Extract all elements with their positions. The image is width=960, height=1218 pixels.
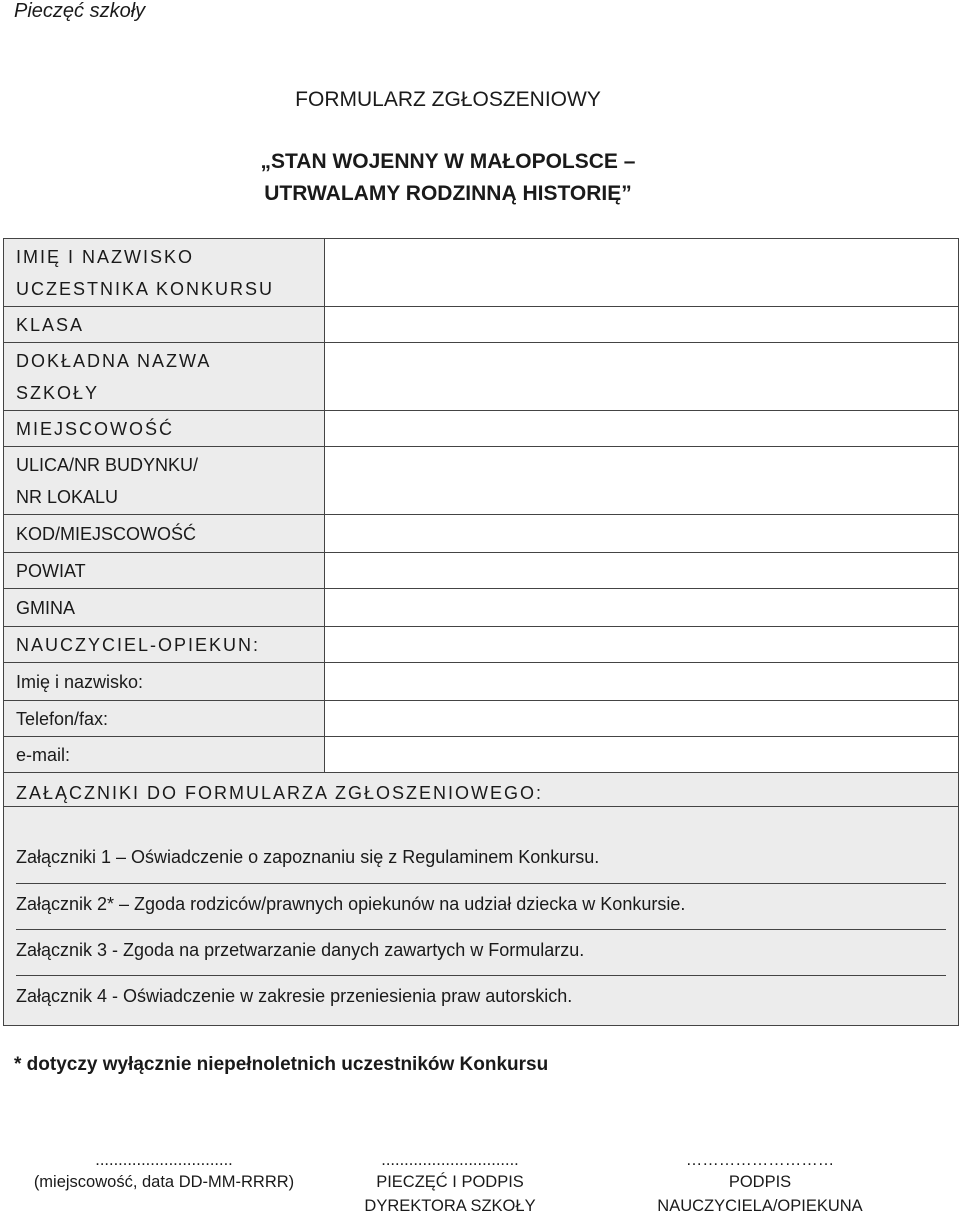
teacher-phone-field[interactable] <box>325 701 959 737</box>
director-dots: .............................. <box>381 1151 519 1169</box>
teacher-caption-line2: NAUCZYCIELA/OPIEKUNA <box>657 1197 863 1215</box>
teacher-name-field[interactable] <box>325 663 959 701</box>
attachments-list <box>3 806 959 1026</box>
commune-field[interactable] <box>325 589 959 627</box>
class-field[interactable] <box>325 307 959 343</box>
class-label: KLASA <box>4 307 325 343</box>
attachments-header: ZAŁĄCZNIKI DO FORMULARZA ZGŁOSZENIOWEGO: <box>4 773 959 814</box>
teacher-phone-label: Telefon/fax: <box>4 701 325 737</box>
county-label: POWIAT <box>4 553 325 589</box>
place-date-dots: .............................. <box>95 1151 233 1169</box>
school-name-field[interactable] <box>325 343 959 411</box>
participant-name-field[interactable] <box>325 239 959 307</box>
form-title: FORMULARZ ZGŁOSZENIOWY <box>295 88 601 111</box>
competition-title <box>0 146 896 210</box>
attachment-item: Załącznik 2* – Zgoda rodziców/prawnych opiekunów na udział dziecka w Konkursie. <box>16 883 946 930</box>
competition-title-line1: „STAN WOJENNY W MAŁOPOLSCE – <box>260 150 636 173</box>
participant-name-label-line1: IMIĘ I NAZWISKO <box>16 246 195 267</box>
competition-title-line2: UTRWALAMY RODZINNĄ HISTORIĘ” <box>264 182 632 205</box>
postcode-field[interactable] <box>325 515 959 553</box>
director-caption-line1: PIECZĘĆ I PODPIS <box>376 1173 524 1191</box>
participant-name-label-line2: UCZESTNIKA KONKURSU <box>16 278 275 299</box>
teacher-signature <box>620 1150 900 1218</box>
attachment-item: Załącznik 3 - Zgoda na przetwarzanie danych zawartych w Formularzu. <box>16 929 946 976</box>
street-label-line1: ULICA/NR BUDYNKU/ <box>16 454 199 475</box>
director-caption-line2: DYREKTORA SZKOŁY <box>364 1197 536 1215</box>
street-label <box>4 447 325 515</box>
teacher-caption-line1: PODPIS <box>728 1173 792 1191</box>
school-name-label-line2: SZKOŁY <box>16 382 100 403</box>
place-date-caption: (miejscowość, data DD-MM-RRRR) <box>33 1173 295 1191</box>
teacher-email-label: e-mail: <box>4 737 325 773</box>
footnote: * dotyczy wyłącznie niepełnoletnich uczestników Konkursu <box>14 1054 549 1075</box>
school-name-label <box>4 343 325 411</box>
county-field[interactable] <box>325 553 959 589</box>
town-label: MIEJSCOWOŚĆ <box>4 411 325 447</box>
participant-name-label <box>4 239 325 307</box>
commune-label: GMINA <box>4 589 325 627</box>
teacher-name-label: Imię i nazwisko: <box>4 663 325 701</box>
school-name-label-line1: DOKŁADNA NAZWA <box>16 350 212 371</box>
town-field[interactable] <box>325 411 959 447</box>
registration-form-table <box>3 238 959 814</box>
school-stamp-label: Pieczęć szkoły <box>14 0 146 22</box>
street-field[interactable] <box>325 447 959 515</box>
attachment-item: Załączniki 1 – Oświadczenie o zapoznaniu się z Regulaminem Konkursu. <box>16 847 600 867</box>
postcode-label: KOD/MIEJSCOWOŚĆ <box>4 515 325 553</box>
place-date-signature <box>14 1150 314 1194</box>
teacher-email-field[interactable] <box>325 737 959 773</box>
teacher-header-label: NAUCZYCIEL-OPIEKUN: <box>4 627 325 663</box>
attachment-item: Załącznik 4 - Oświadczenie w zakresie przeniesienia praw autorskich. <box>16 975 946 1022</box>
street-label-line2: NR LOKALU <box>16 486 119 507</box>
teacher-header-field <box>325 627 959 663</box>
teacher-dots: ……………………… <box>685 1151 835 1169</box>
director-signature <box>330 1150 570 1218</box>
